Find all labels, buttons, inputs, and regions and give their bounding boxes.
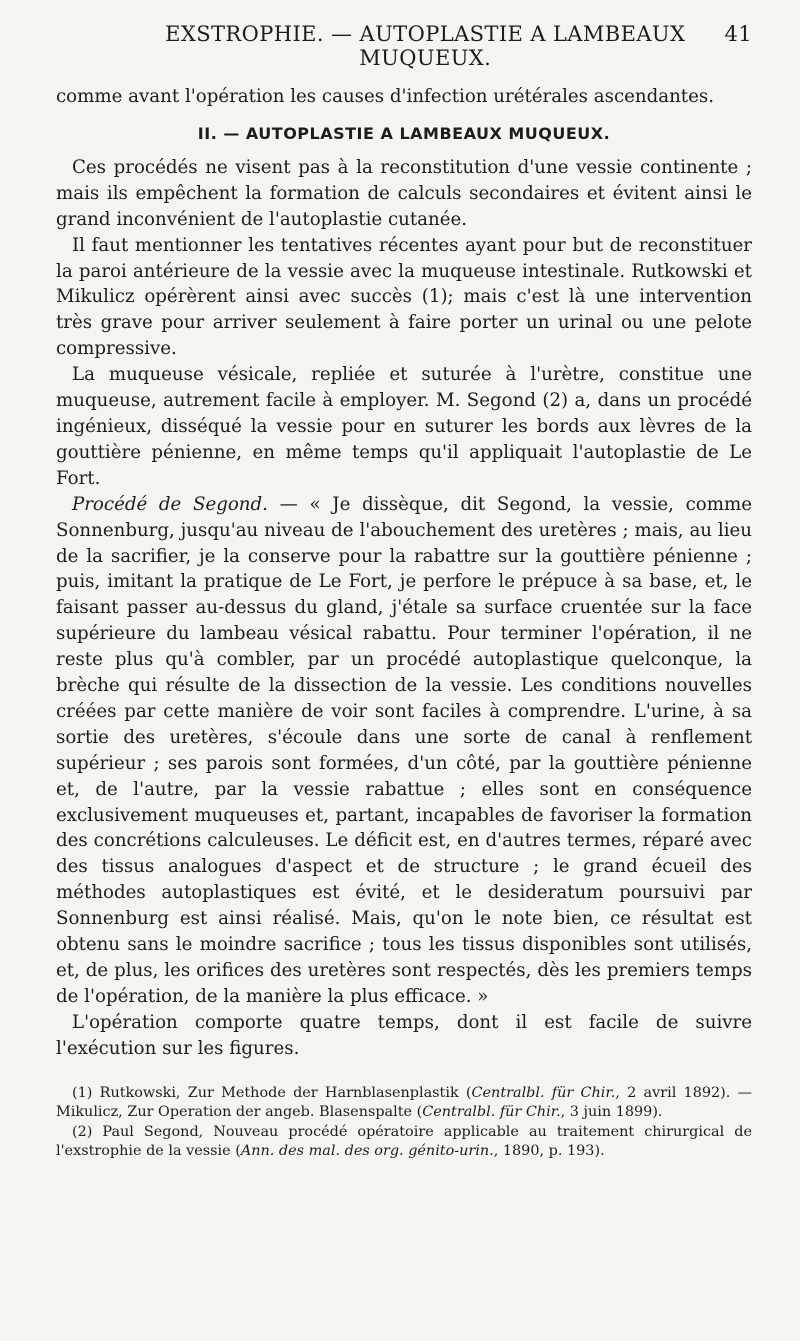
- page-number: 41: [724, 22, 752, 46]
- paragraph-3: La muqueuse vésicale, repliée et suturée à l'urètre, constitue une muqueuse, autrement facile à employer. M. Segond (2) a, dans un procédé ingénieux, disséqué la vessie pour en suturer les bords aux lèvres de la gouttière pénienne, en même temps qu'il appliquait l'autoplastie de Le Fort.: [56, 364, 752, 489]
- footnotes: [56, 1084, 752, 1162]
- footnote-1-part-b: , 2 avril 1892). — Mikulicz, Zur Operation der angeb. Blasenspalte (: [56, 1084, 752, 1121]
- paragraph-4: [56, 492, 752, 1010]
- footnote-1-journal-2: Centralbl. für Chir.: [422, 1104, 561, 1121]
- footnote-1-journal-1: Centralbl. für Chir.: [471, 1084, 616, 1101]
- running-head: [56, 22, 752, 70]
- footnote-1-part-a: (1) Rutkowski, Zur Methode der Harnblasenplastik (: [72, 1084, 472, 1101]
- paragraph-4-title: Procédé de Segond.: [72, 493, 268, 515]
- footnote-2-journal: Ann. des mal. des org. génito-urin.: [240, 1143, 494, 1160]
- running-head-title: EXSTROPHIE. — AUTOPLASTIE A LAMBEAUX MUQUEUX.: [165, 22, 686, 70]
- paragraph-1: Ces procédés ne visent pas à la reconstitution d'une vessie continente ; mais ils empêchent la formation de calculs secondaires et évitent ainsi le grand inconvénient de l'autoplastie cutanée.: [56, 156, 752, 230]
- paragraph-2: Il faut mentionner les tentatives récentes ayant pour but de reconstituer la paroi antérieure de la vessie avec la muqueuse intestinale. Rutkowski et Mikulicz opérèrent ainsi avec succès (1); mais c'est là une intervention très grave pour arriver seulement à faire porter un urinal ou une pelote compressive.: [56, 234, 752, 360]
- footnote-2: [56, 1123, 752, 1162]
- footnote-2-part-a: (2) Paul Segond, Nouveau procédé opératoire applicable au traitement chirurgical de l'exstrophie de la vessie (: [56, 1123, 752, 1160]
- section-heading: II. — AUTOPLASTIE A LAMBEAUX MUQUEUX.: [197, 123, 611, 143]
- paragraph-5: L'opération comporte quatre temps, dont il est facile de suivre l'exécution sur les figures.: [56, 1011, 752, 1059]
- footnote-1-part-c: , 3 juin 1899).: [560, 1104, 663, 1121]
- footnote-1: [56, 1084, 752, 1123]
- paragraph-4-text: — « Je dissèque, dit Segond, la vessie, comme Sonnenburg, jusqu'au niveau de l'abouchement des uretères ; mais, au lieu de la sacrifier, je la conserve pour la rabattre sur la gouttière pénienne ; puis, imitant la pratique de Le Fort, je perfore le prépuce à sa base, et, le faisant passer au-dessus du gland, j'étale sa surface cruentée sur la face supérieure du lambeau vésical rabattu. Pour terminer l'opération, il ne reste plus qu'à combler, par un procédé autoplastique quelconque, la brèche qui résulte de la dissection de la vessie. Les conditions nouvelles créées par cette manière de voir sont faciles à comprendre. L'urine, à sa sortie des uretères, s'écoule dans une sorte de canal à renflement supérieur ; ses parois sont formées, d'un côté, par la gouttière pénienne et, de l'autre, par la vessie rabattue ; elles sont en conséquence exclusivement muqueuses et, partant, incapables de favoriser la formation des concrétions calculeuses. Le déficit est, en d'autres termes, réparé avec des tissus analogues d'aspect et de structure ; le grand écueil des méthodes autoplastiques est évité, et le desideratum poursuivi par Sonnenburg est ainsi réalisé. Mais, qu'on le note bien, ce résultat est obtenu sans le moindre sacrifice ; tous les tissus disponibles sont utilisés, et, de plus, les orifices des uretères sont respectés, dès les premiers temps de l'opération, de la manière la plus efficace. »: [56, 493, 752, 1007]
- footnote-2-part-b: , 1890, p. 193).: [493, 1143, 605, 1160]
- paragraph-continuation: comme avant l'opération les causes d'infection urétérales ascendantes.: [56, 86, 714, 107]
- body-text: [56, 84, 752, 1062]
